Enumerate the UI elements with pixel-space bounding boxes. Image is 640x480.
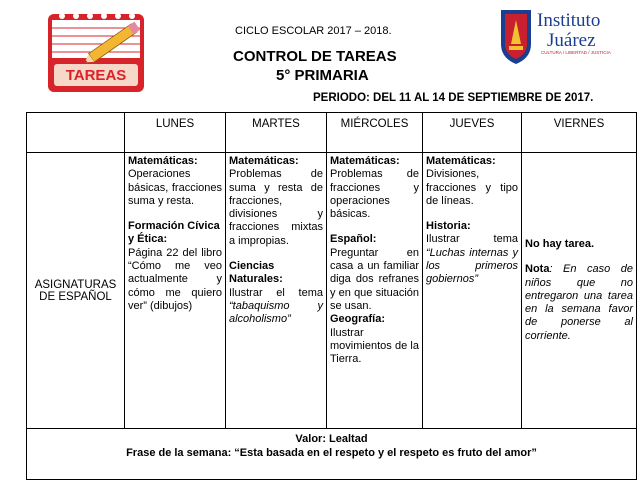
header-lunes: LUNES [125,113,226,153]
jueves-task-2-text: Ilustrar tema [426,233,518,246]
header-martes: MARTES [226,113,327,153]
lunes-subject-2: Formación Cívica y Ética: [128,220,220,246]
viernes-note-label: Nota [525,263,550,276]
viernes-title: No hay tarea. [525,237,595,250]
miercoles-subject-2: Español: [330,233,377,246]
cell-martes [226,153,327,429]
brand-tagline: CULTURA / LIBERTAD / JUSTICIA [541,50,611,55]
miercoles-subject-1: Matemáticas: [330,155,400,167]
viernes-note [525,263,633,343]
martes-task-2-text: Ilustrar el tema [229,286,323,299]
miercoles-task-2: Preguntar en casa a un familiar diga dos refranes y en que situación se usan. [330,246,419,312]
header-viernes: VIERNES [522,113,637,153]
brand-name-line2: Juárez [547,30,596,51]
miercoles-task-3: Ilustrar movimientos de la Tierra. [330,326,419,366]
cell-lunes [125,153,226,429]
miercoles-subject-3: Geografía: [330,313,386,326]
miercoles-task-1: Problemas de fracciones y operaciones básicas. [330,168,419,221]
viernes-note-text: : En caso de niños que no entregaron una tarea en la semana favor de ponerse al corriente. [525,263,633,342]
jueves-task-2 [426,233,518,286]
martes-task-2 [229,287,323,327]
martes-task-2-topic: “tabaquismo y alcoholismo” [229,299,323,326]
table-row [27,153,637,429]
footer-frase: Frase de la semana: “Esta basada en el respeto y el respeto es fruto del amor” [126,447,537,459]
table-header-row [27,113,637,153]
lunes-task-1: Operaciones básicas, fracciones suma y resta. [128,168,222,207]
row-label-line1: ASIGNATURAS [34,278,117,291]
jueves-task-2-topic: “Luchas internas y los primeros gobiernos” [426,246,518,286]
martes-subject-1: Matemáticas: [229,155,299,167]
cell-viernes [522,153,637,429]
header-miercoles: MIÉRCOLES [327,113,423,153]
footer-cell [27,429,637,480]
lunes-subject-1: Matemáticas: [128,155,198,167]
header-jueves: JUEVES [423,113,522,153]
lunes-task-2: Página 22 del libro “Cómo me veo actualmente y cómo me quiero ver” (dibujos) [128,246,222,312]
document-title: CONTROL DE TAREAS [233,48,397,65]
brand-name-line1: Instituto [537,10,601,31]
tareas-logo-label: TAREAS [65,67,127,84]
cell-miercoles [327,153,423,429]
jueves-subject-2: Historia: [426,220,471,233]
row-label [27,153,125,429]
martes-task-1: Problemas de suma y resta de fracciones, divisiones y fracciones mixtas a impropias. [229,168,323,247]
ciclo-escolar: CICLO ESCOLAR 2017 – 2018. [235,25,392,37]
jueves-task-1: Divisiones, fracciones y tipo de líneas. [426,168,518,207]
jueves-subject-1: Matemáticas: [426,155,496,167]
instituto-juarez-logo [497,4,637,66]
cell-jueves [423,153,522,429]
martes-subject-2: Ciencias Naturales: [229,260,283,286]
footer-valor: Valor: Lealtad [295,433,368,445]
header-empty [27,113,125,153]
tareas-logo [40,6,160,98]
homework-table [26,112,637,480]
table-footer-row [27,429,637,480]
periodo: PERIODO: DEL 11 AL 14 DE SEPTIEMBRE DE 2017. [313,92,594,104]
row-label-line2: DE ESPAÑOL [39,290,112,303]
document-subtitle: 5° PRIMARIA [276,67,369,84]
